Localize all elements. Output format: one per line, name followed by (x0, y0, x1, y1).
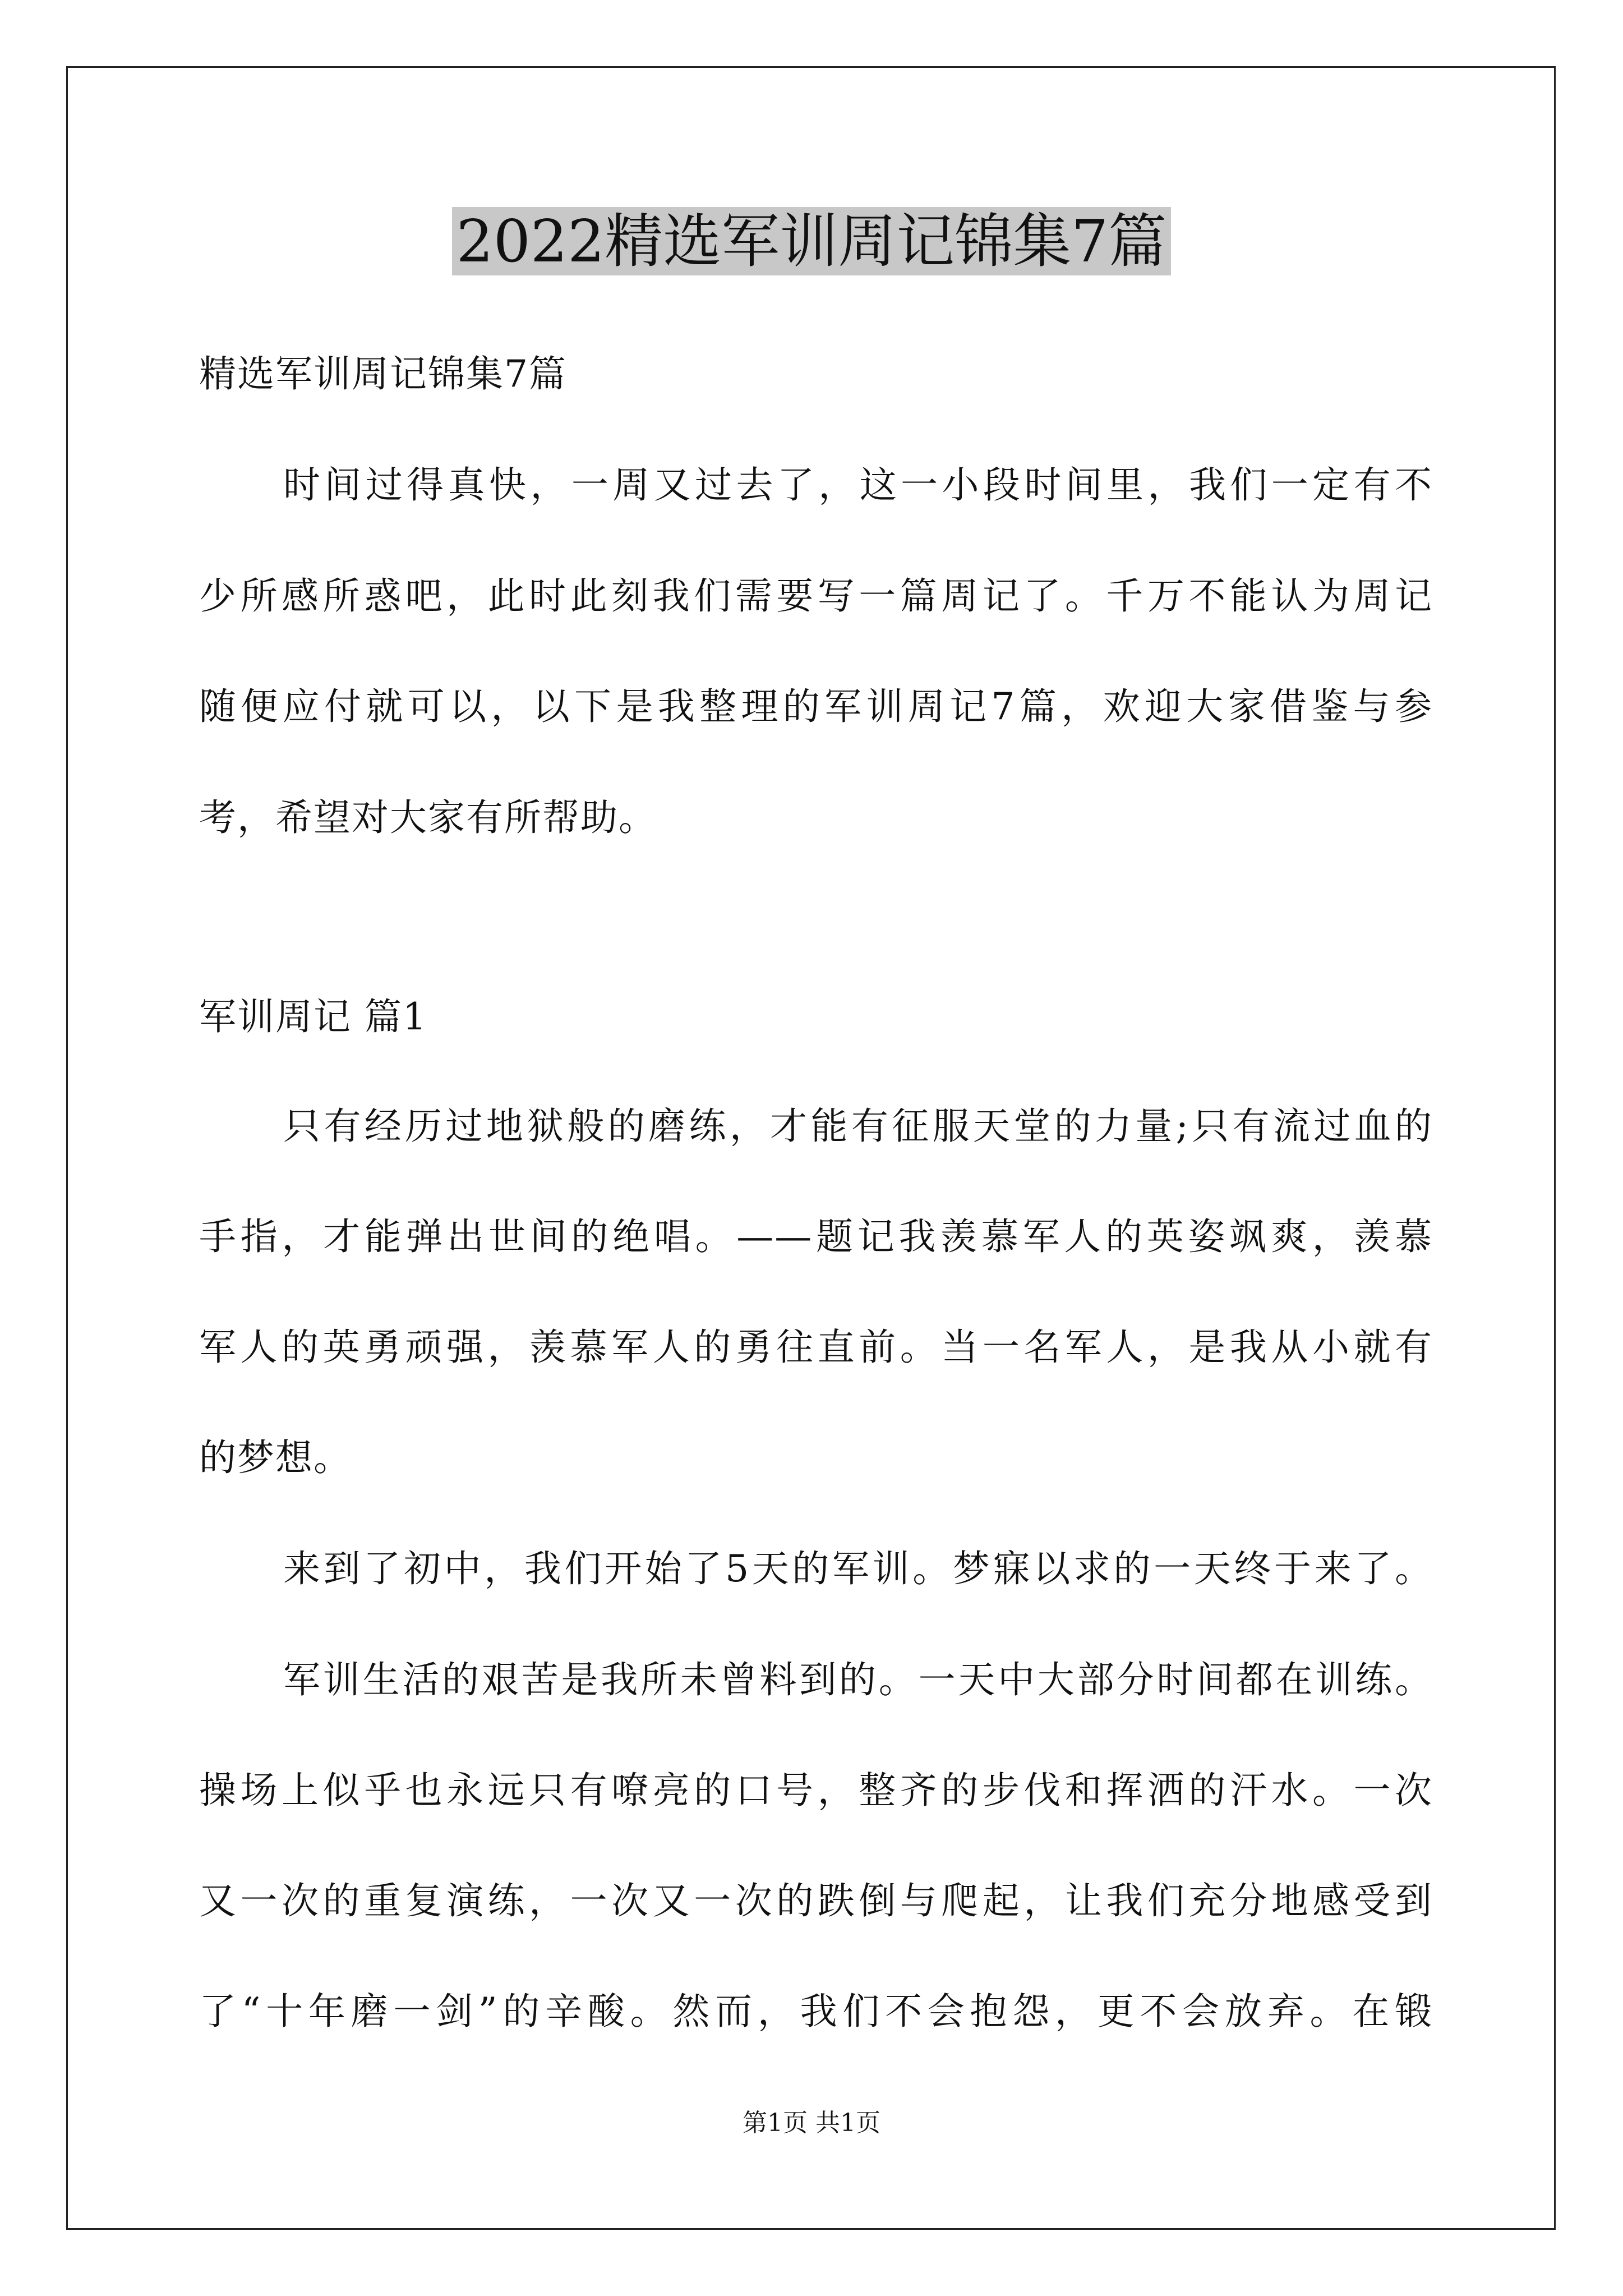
intro-line: 随便应付就可以，以下是我整理的军训周记7篇，欢迎大家借鉴与参 (199, 685, 1433, 728)
body-line: 的梦想。 (199, 1436, 352, 1479)
document-title-text: 2022精选军训周记锦集7篇 (452, 207, 1172, 275)
intro-line: 少所感所惑吧，此时此刻我们需要写一篇周记了。千万不能认为周记 (199, 574, 1433, 618)
body-line: 只有经历过地狱般的磨练，才能有征服天堂的力量;只有流过血的 (283, 1105, 1433, 1148)
page-footer: 第1页 共1页 (743, 2109, 880, 2137)
document-title (0, 202, 1623, 280)
document-subtitle: 精选军训周记锦集7篇 (199, 352, 567, 395)
body-line: 军人的英勇顽强，羡慕军人的勇往直前。当一名军人，是我从小就有 (199, 1326, 1433, 1369)
body-line: 手指，才能弹出世间的绝唱。——题记我羡慕军人的英姿飒爽，羡慕 (199, 1215, 1433, 1258)
body-line: 操场上似乎也永远只有嘹亮的口号，整齐的步伐和挥洒的汗水。一次 (199, 1769, 1433, 1812)
body-line: 军训生活的艰苦是我所未曾料到的。一天中大部分时间都在训练。 (283, 1658, 1433, 1701)
intro-line: 时间过得真快，一周又过去了，这一小段时间里，我们一定有不 (283, 463, 1433, 507)
body-line: 来到了初中，我们开始了5天的军训。梦寐以求的一天终于来了。 (283, 1547, 1433, 1590)
intro-line: 考，希望对大家有所帮助。 (199, 796, 657, 839)
body-line: 了“十年磨一剑”的辛酸。然而，我们不会抱怨，更不会放弃。在锻 (199, 1990, 1433, 2033)
section-heading: 军训周记 篇1 (199, 995, 427, 1038)
body-line: 又一次的重复演练，一次又一次的跌倒与爬起，让我们充分地感受到 (199, 1879, 1433, 1922)
